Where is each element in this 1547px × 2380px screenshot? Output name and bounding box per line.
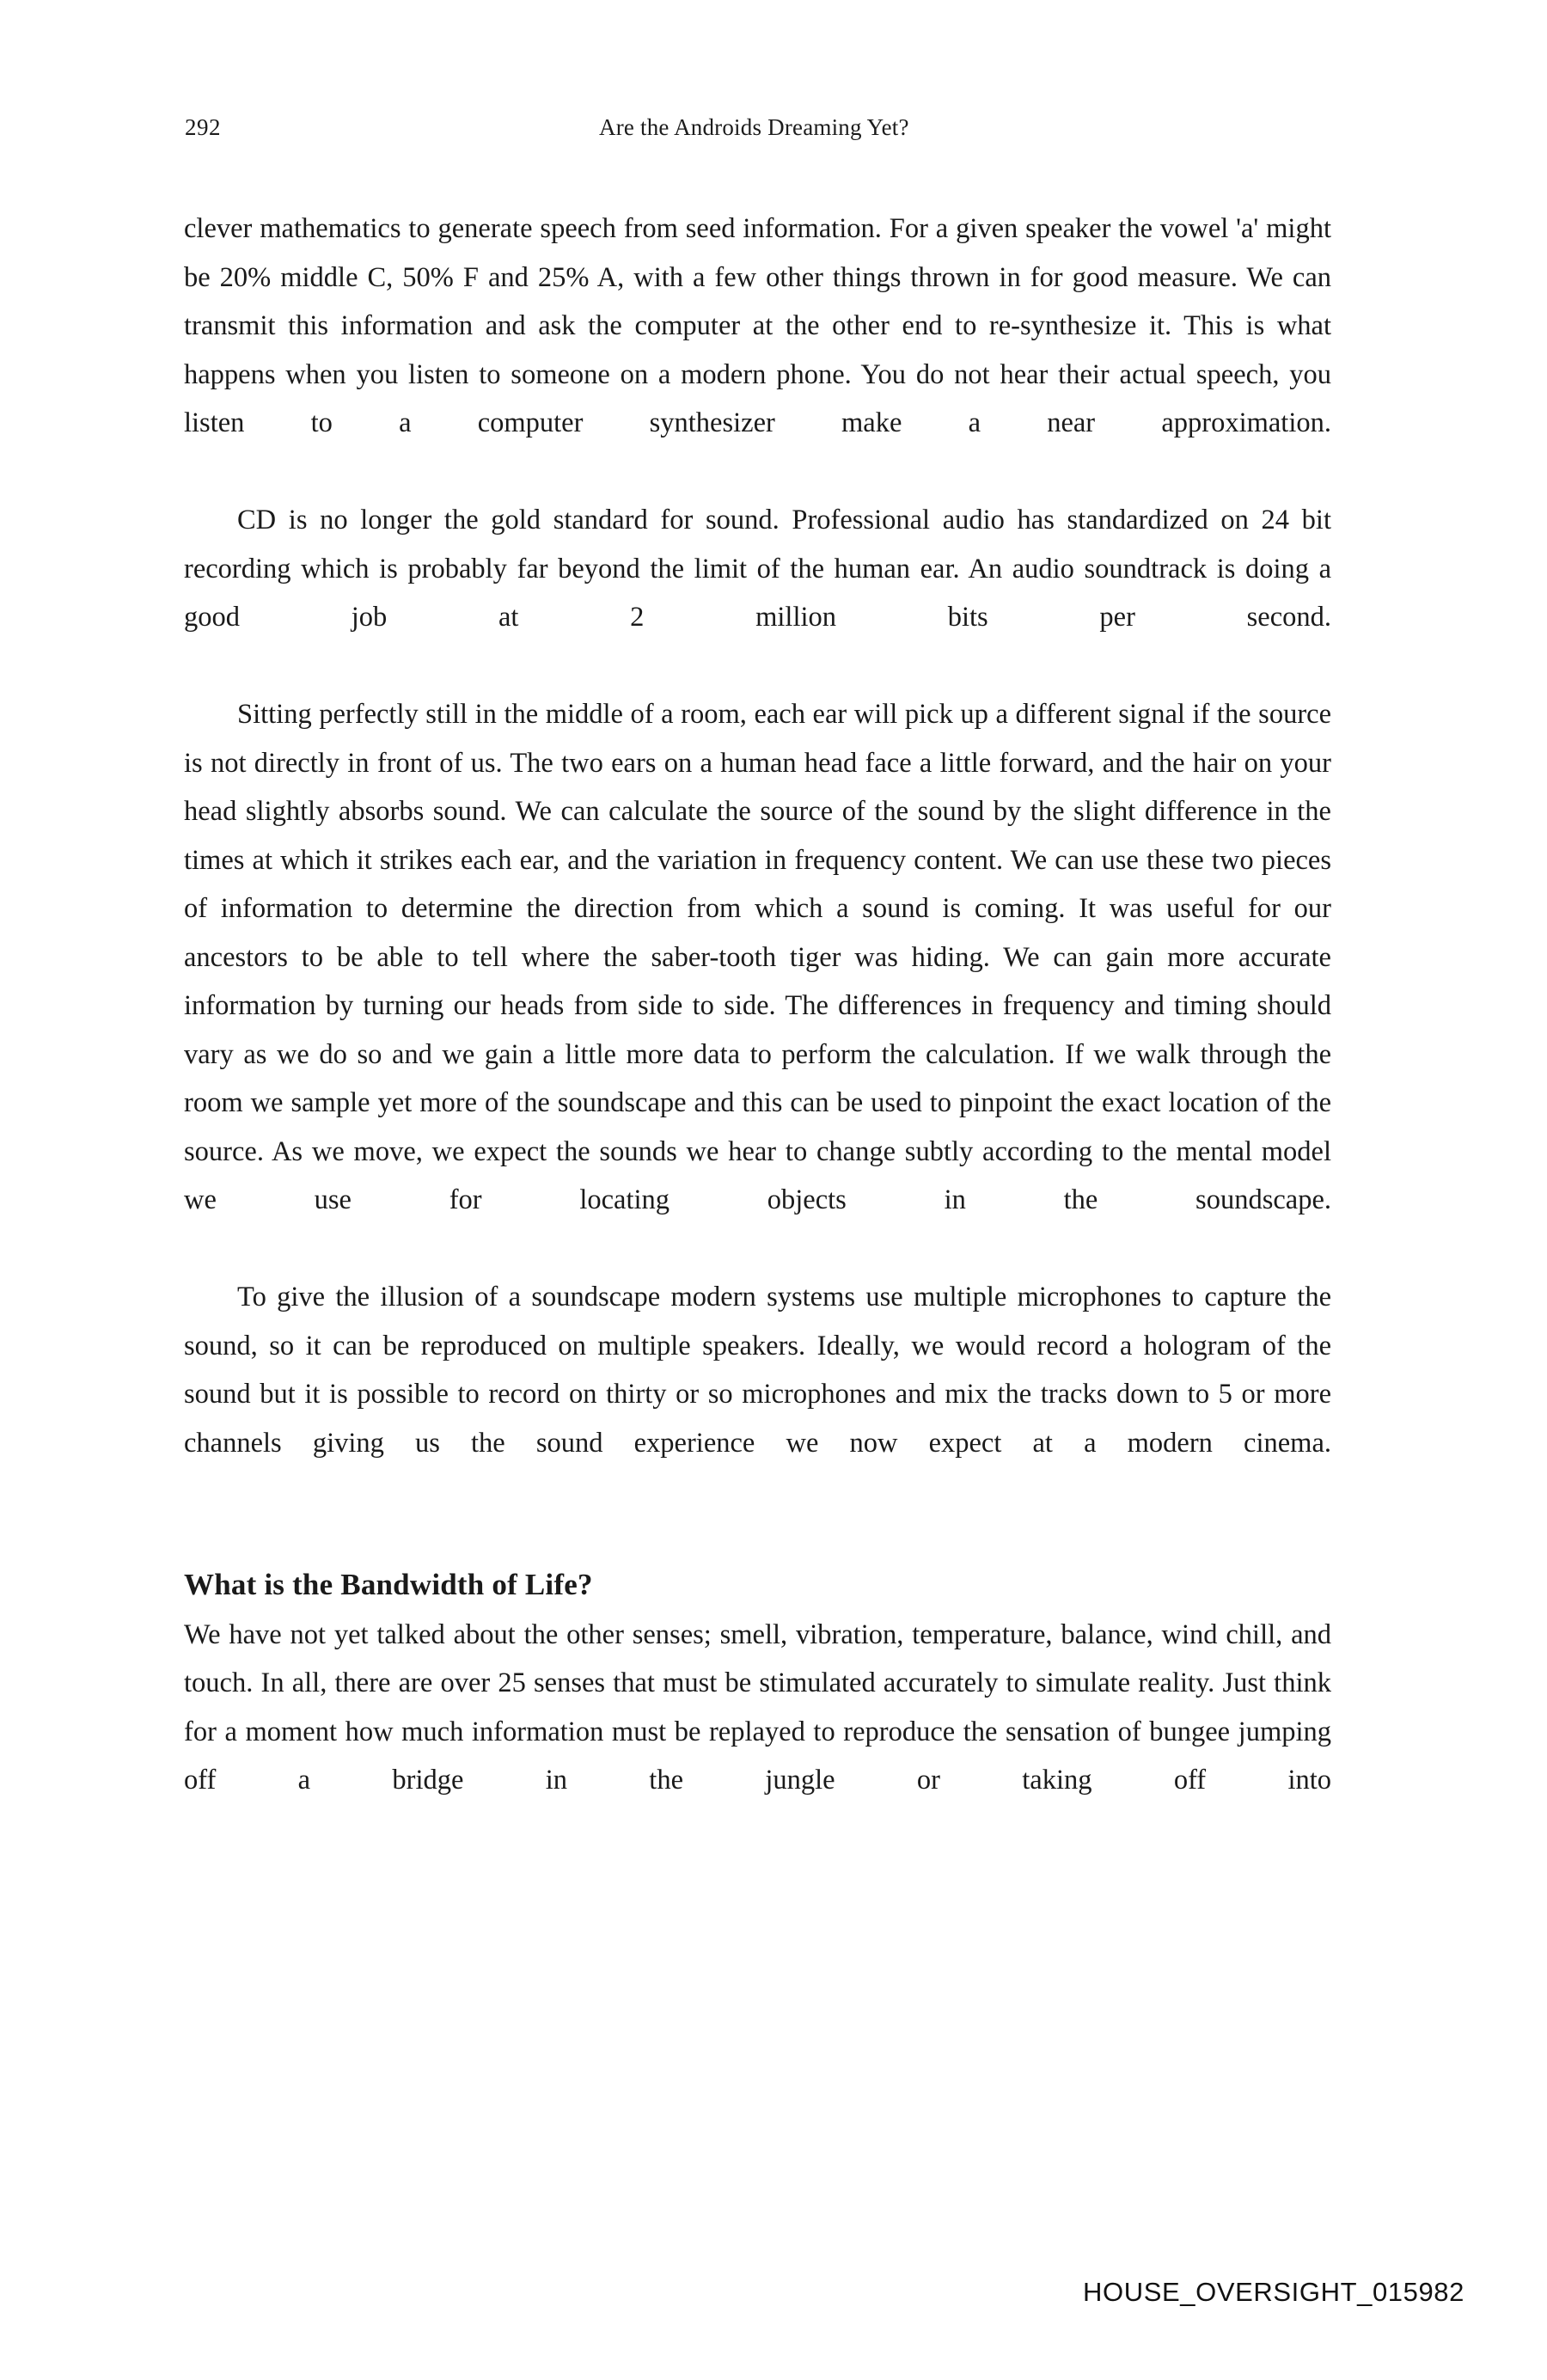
paragraph: clever mathematics to generate speech from seed information. For a given speaker the vowel 'a' might be 20% middle C, 50% F and 25% A, with a few other things thrown in for good measure. We can transmit this information and ask the computer at the other end to re-synthesize it. This is what happens when you listen to someone on a modern phone. You do not hear their actual speech, you listen to a computer synthesizer make a near approximation. <box>184 213 1331 438</box>
paragraph: To give the illusion of a soundscape modern systems use multiple microphones to capture the sound, so it can be reproduced on multiple speakers. Ideally, we would record a hologram of the sound but it is possible to record on thirty or so microphones and mix the tracks down to 5 or more channels giving us the sound experience we now expect at a modern cinema. <box>184 1282 1331 1459</box>
page-number: 292 <box>185 114 221 140</box>
paragraph: We have not yet talked about the other senses; smell, vibration, temperature, balance, wind chill, and touch. In all, there are over 25 senses that must be stimulated accurately to simulate reality. Just think for a moment how much information must be replayed to reproduce the sensation of bungee jumping off a bridge in the jungle or taking off into <box>184 1618 1331 1796</box>
paragraph: Sitting perfectly still in the middle of a room, each ear will pick up a different signal if the source is not directly in front of us. The two ears on a human head face a little forward, and the hair on your head slightly absorbs sound. We can calculate the source of the sound by the slight difference in the times at which it strikes each ear, and the variation in frequency content. We can use these two pieces of information to determine the direction from which a sound is coming. It was useful for our ancestors to be able to tell where the saber-tooth tiger was hiding. We can gain more accurate information by turning our heads from side to side. The differences in frequency and timing should vary as we do so and we gain a little more data to perform the calculation. If we walk through the room we sample yet more of the soundscape and this can be used to pinpoint the exact location of the source. As we move, we expect the sounds we hear to change subtly according to the mental model we use for locating objects in the soundscape. <box>184 699 1331 1215</box>
section-heading: What is the Bandwidth of Life? <box>184 1567 593 1601</box>
running-head-title: Are the Androids Dreaming Yet? <box>599 114 909 140</box>
body-text <box>184 205 1331 1853</box>
running-head <box>185 113 1362 141</box>
paragraph: CD is no longer the gold standard for sound. Professional audio has standardized on 24 bit recording which is probably far beyond the limit of the human ear. An audio soundtrack is doing a good job at 2 million bits per second. <box>184 505 1331 633</box>
bates-stamp: HOUSE_OVERSIGHT_015982 <box>1083 2277 1464 2307</box>
